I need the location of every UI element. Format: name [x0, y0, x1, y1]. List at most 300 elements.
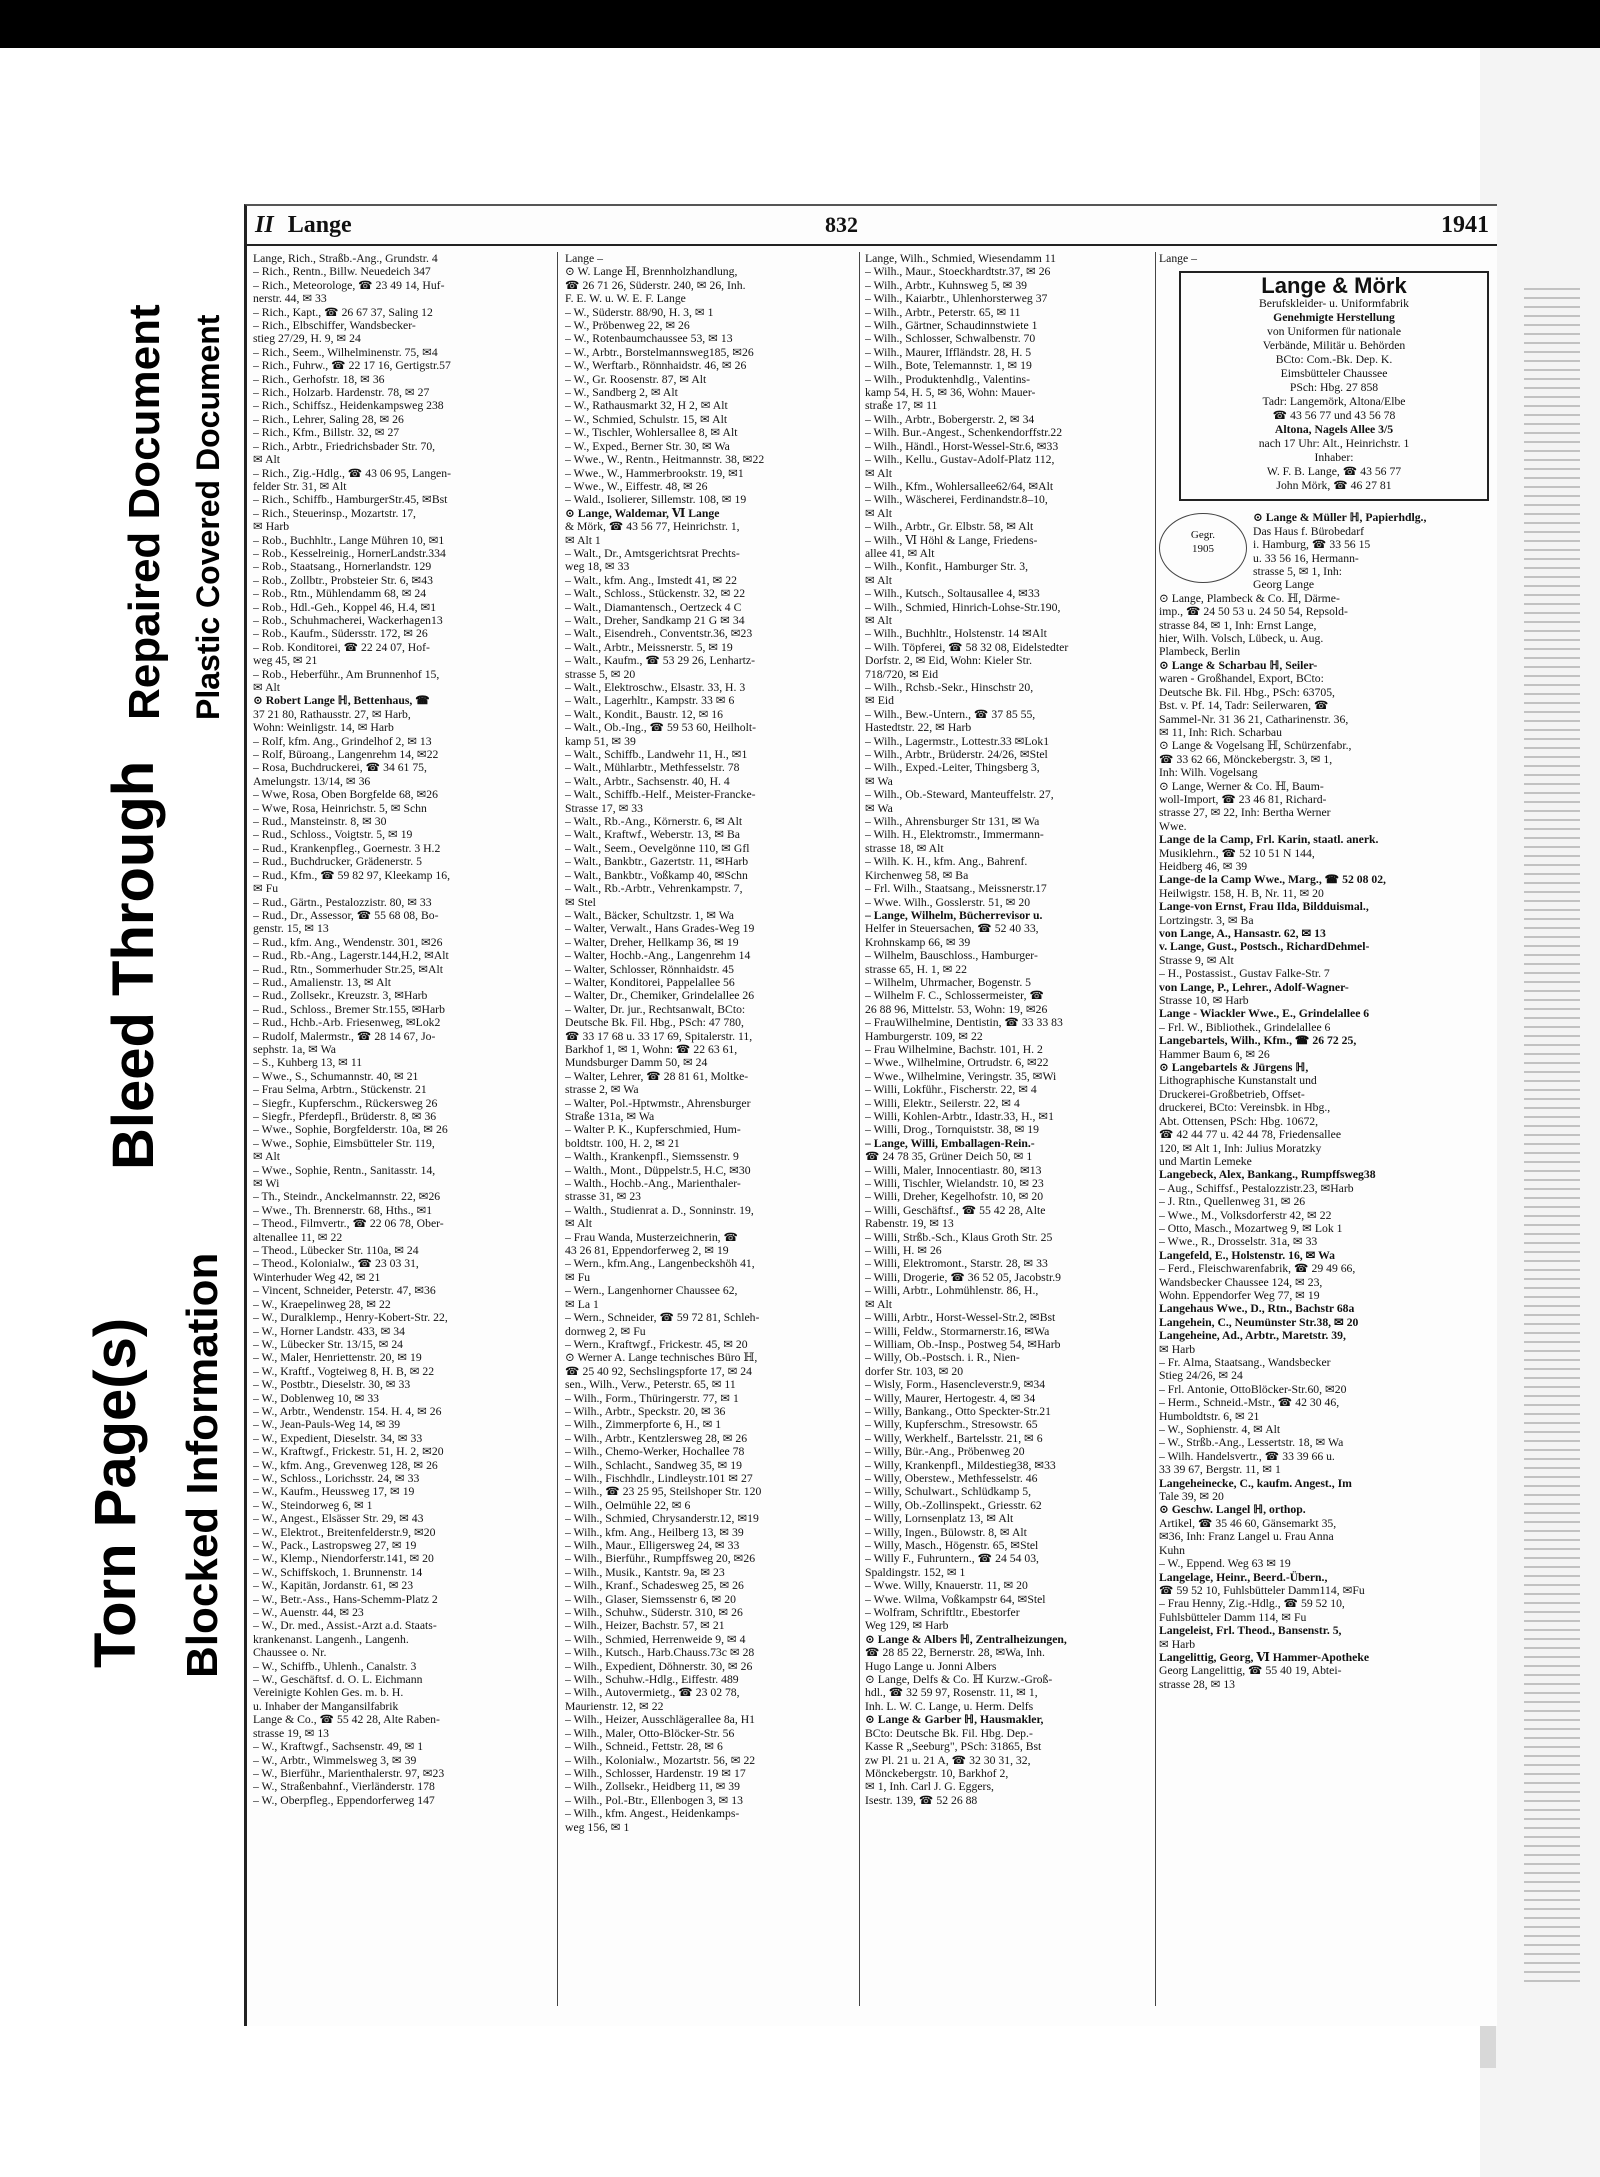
directory-entry-line: Langeheinecke, C., kaufm. Angest., Im: [1159, 1476, 1352, 1490]
directory-entry-line: Lange, Wilh., Schmied, Wiesendamm 11: [865, 252, 1056, 265]
directory-entry-line: – Willi, Drogerie, ☎ 36 52 05, Jacobstr.9: [865, 1270, 1061, 1284]
directory-entry-line: – Walter, Dreher, Hellkamp 36, ✉ 19: [565, 935, 739, 949]
directory-entry-line: ✉ Wi: [253, 1177, 280, 1191]
directory-entry-line: – Wwe., Sophie, Borgfelderstr. 10a, ✉ 26: [253, 1123, 448, 1137]
directory-entry-line: – W., Schloss., Lorichsstr. 24, ✉ 33: [253, 1471, 420, 1485]
directory-entry-line: – Rud., Dr., Assessor, ☎ 55 68 08, Bo-: [253, 908, 439, 922]
directory-entry-line: – Willy, Krankenpfl., Mildestieg38, ✉33: [865, 1458, 1056, 1472]
directory-entry-line: – Willi, Maler, Innocentiastr. 80, ✉13: [865, 1163, 1042, 1177]
directory-entry-line: ✉ 11, Inh: Rich. Scharbau: [1159, 725, 1282, 739]
directory-entry-line: – W., Kaufm., Heussweg 17, ✉ 19: [253, 1485, 415, 1499]
directory-entry-line: – Rich., Fuhrw., ☎ 22 17 16, Gertigstr.57: [253, 359, 451, 373]
directory-entry-line: 718/720, ✉ Eid: [865, 667, 939, 681]
directory-entry-line: – J. Rtn., Quellenweg 31, ✉ 26: [1159, 1195, 1306, 1209]
directory-entry-line: – Wilh., Lagermstr., Lottestr.33 ✉Lok1: [865, 734, 1050, 748]
directory-entry-line: – Willi, Lokführ., Fischerstr. 22, ✉ 4: [865, 1083, 1037, 1097]
directory-entry-line: – Rich., Elbschiffer, Wandsbecker-: [253, 319, 416, 333]
bleed-text-column: [1524, 288, 1580, 1988]
directory-entry-line: ✉ Fu: [565, 1270, 591, 1284]
seal-label: Gegr.: [1190, 529, 1216, 542]
directory-entry-line: – Lange, Wilhelm, Bücherrevisor u.: [865, 908, 1043, 922]
column-4-head: [1159, 252, 1493, 265]
directory-entry-line: – Willi, Feldw., Stormarnerstr.16, ✉Wa: [865, 1324, 1050, 1338]
directory-entry-line: – W., Oberpfleg., Eppendorferweg 147: [253, 1793, 435, 1807]
directory-entry-line: – Wwe., R., Drosselstr. 31a, ✉ 33: [1159, 1235, 1318, 1249]
directory-entry-line: – Walt., Lagerhltr., Kampstr. 33 ✉ 6: [565, 694, 735, 708]
directory-entry-line: – Walt., Bäcker, Schultzstr. 1, ✉ Wa: [565, 908, 734, 922]
directory-entry-line: Lange-de la Camp Wwe., Marg., ☎ 52 08 02,: [1159, 873, 1386, 887]
column-4: [1159, 252, 1493, 2006]
directory-entry-line: ✉ Alt: [253, 1150, 281, 1164]
directory-entry-line: – Wilh., Kfm., Wohlersallee62/64, ✉Alt: [865, 479, 1054, 493]
label-torn-pages: Torn Page(s): [83, 1317, 148, 1668]
directory-entry-line: – Wilh., Schmied, Hinrich-Lohse-Str.190,: [865, 600, 1061, 614]
directory-entry-line: ☎ 59 52 10, Fuhlsbütteler Damm114, ✉Fu: [1159, 1583, 1365, 1597]
directory-entry-line: 120, ✉ Alt 1, Inh: Julius Moratzky: [1159, 1141, 1322, 1155]
directory-entry-line: – Siegfr., Kupferschm., Rückersweg 26: [253, 1096, 438, 1110]
directory-entry-line: – Willy, Masch., Högenstr. 65, ✉Stel: [865, 1539, 1039, 1552]
directory-entry-line: Deutsche Bk. Fil. Hbg., PSch: 63705,: [1159, 685, 1335, 699]
directory-entry-line: boldtstr. 100, H. 2, ✉ 21: [565, 1136, 680, 1150]
directory-entry-line: Inh: Wilh. Vogelsang: [1159, 766, 1258, 780]
directory-entry-line: – Wern., Langenhorner Chaussee 62,: [565, 1284, 738, 1298]
directory-entry-line: – Wilh., Schuhw., Süderstr. 310, ✉ 26: [565, 1606, 743, 1620]
directory-entry-line: ☎ 25 40 92, Sechslingspforte 17, ✉ 24: [565, 1364, 752, 1378]
directory-entry-line: – Wilh. K. H., kfm. Ang., Bahrenf.: [865, 855, 1028, 869]
directory-entry-line: – Rich., Seem., Wilhelminenstr. 75, ✉4: [253, 345, 438, 359]
directory-entry-line: – Walt., Arbtr., Meissnerstr. 5, ✉ 19: [565, 640, 733, 654]
directory-entry-line: nerstr. 44, ✉ 33: [253, 292, 327, 306]
directory-entry-line: – W., Arbtr., Borstelmannsweg185, ✉26: [565, 345, 754, 359]
directory-entry-line: Krohnskamp 66, ✉ 39: [865, 935, 971, 949]
directory-entry-line: – W., Klemp., Niendorferstr.141, ✉ 20: [253, 1552, 434, 1566]
ad-line: ☎ 43 56 77 und 43 56 78: [1272, 409, 1396, 423]
directory-entry-line: v. Lange, Gust., Postsch., RichardDehmel-: [1159, 940, 1370, 954]
directory-entry-line: – Wilh., Ⅵ Höhl & Lange, Friedens-: [865, 533, 1038, 547]
directory-entry-line: ✉ Alt: [865, 1297, 893, 1311]
directory-entry-line: – W., Postbtr., Dieselstr. 30, ✉ 33: [253, 1378, 411, 1392]
directory-entry-line: – Walt., Dr., Amtsgerichtsrat Prechts-: [565, 546, 740, 560]
directory-entry-line: dornweg 2, ✉ Fu: [565, 1324, 646, 1338]
directory-entry-line: – Wwe. Wilh., Gosslerstr. 51, ✉ 20: [865, 895, 1031, 909]
directory-entry-line: – Wwe, Rosa, Oben Borgfelde 68, ✉26: [253, 788, 438, 802]
directory-entry-line: – W., Werftarb., Rönnhaidstr. 46, ✉ 26: [565, 359, 747, 373]
directory-entry-line: – Rud., Buchdrucker, Grädenerstr. 5: [253, 855, 422, 869]
directory-entry-line: – Wilh., kfm. Ang., Heilberg 13, ✉ 39: [565, 1525, 744, 1539]
directory-entry-line: ✉ Alt 1: [565, 533, 601, 547]
directory-entry-line: – Walt., Kaufm., ☎ 53 29 26, Lenhartz-: [565, 654, 755, 668]
directory-entry-line: ⊙ Lange & Albers ℍ, Zentralheizungen,: [865, 1632, 1067, 1646]
directory-entry-line: ✉ Alt: [865, 613, 893, 627]
directory-entry-line: – Wilhelm, Uhrmacher, Bogenstr. 5: [865, 975, 1032, 989]
directory-entry-line: – W., Kraftwgf., Frickestr. 51, H. 2, ✉20: [253, 1445, 444, 1459]
directory-entry-line: – Wilh., Schneid., Fettstr. 28, ✉ 6: [565, 1740, 723, 1754]
directory-entry-line: ⊙ Robert Lange ℍ, Bettenhaus, ☎: [253, 694, 430, 708]
directory-entry-line: – Wwe., Wilhelmine, Veringstr. 35, ✉Wi: [865, 1069, 1057, 1083]
directory-entry-line: Langehaus Wwe., D., Rtn., Bachstr 68a: [1159, 1302, 1355, 1316]
directory-entry-line: – Walt., Diamantensch., Oertzeck 4 C: [565, 600, 742, 614]
directory-entry-line: Hugo Lange u. Jonni Albers: [865, 1659, 997, 1673]
directory-entry-line: – Wern., Kraftwgf., Frickestr. 45, ✉ 20: [565, 1337, 748, 1351]
directory-entry-line: – Walt., Arbtr., Sachsenstr. 40, H. 4: [565, 774, 730, 788]
directory-entry-line: – Wilh., Exped.-Leiter, Thingsberg 3,: [865, 761, 1040, 775]
directory-entry-line: strasse 84, ✉ 1, Inh: Ernst Lange,: [1159, 618, 1317, 632]
directory-entry-line: genstr. 15, ✉ 13: [253, 922, 329, 936]
directory-entry-line: Weg 129, ✉ Harb: [865, 1619, 949, 1633]
directory-entry-line: ☎ 26 71 26, Süderstr. 240, ✉ 26, Inh.: [565, 278, 746, 292]
directory-entry-line: – Walth., Krankenpfl., Siemssenstr. 9: [565, 1150, 739, 1164]
directory-entry-line: – Wwe., Sophie, Eimsbütteler Str. 119,: [253, 1136, 435, 1150]
directory-entry-line: ⊙ Lange & Müller ℍ, Papierhdlg.,: [1253, 511, 1427, 525]
directory-entry-line: Wohn. Eppendorfer Weg 77, ✉ 19: [1159, 1288, 1320, 1302]
directory-entry-line: – Frl. W., Bibliothek., Grindelallee 6: [1159, 1020, 1331, 1034]
directory-entry-line: strasse 31, ✉ 23: [565, 1190, 642, 1204]
directory-entry-line: – Willi, Arbtr., Lohmühlenstr. 86, H.,: [865, 1284, 1039, 1298]
directory-entry-line: – W., Doblenweg 10, ✉ 33: [253, 1391, 380, 1405]
directory-entry-line: dorfer Str. 103, ✉ 20: [865, 1364, 964, 1378]
founding-seal-icon: [1159, 513, 1247, 583]
directory-entry-line: – Walter, Verwalt., Hans Grades-Weg 19: [565, 922, 755, 936]
header-left: [255, 212, 352, 239]
directory-entry-line: – Wilh., Arbtr., Speckstr. 20, ✉ 36: [565, 1404, 726, 1418]
column-rule-1: [557, 252, 558, 2006]
directory-entry-line: – Walter, Lehrer, ☎ 28 81 61, Moltke-: [565, 1069, 749, 1083]
directory-entry-line: u. 33 56 16, Hermann-: [1253, 551, 1359, 565]
directory-entry-line: Winterhuder Weg 42, ✉ 21: [253, 1270, 381, 1284]
directory-entry-line: – Walter, Schlosser, Rönnhaidstr. 45: [565, 962, 734, 976]
directory-entry-line: – Walth., Mont., Düppelstr.5, H.C, ✉30: [565, 1163, 751, 1177]
directory-entry-line: Kirchenweg 58, ✉ Ba: [865, 868, 969, 882]
directory-entry-line: Wohn: Weinligstr. 14, ✉ Harb: [253, 721, 394, 735]
directory-entry-line: – Frau Selma, Arbtrn., Stückenstr. 21: [253, 1083, 427, 1097]
directory-entry-line: – Rud., Zollsekr., Kreuzstr. 3, ✉Harb: [253, 989, 428, 1003]
ad-line: Tadr: Langemörk, Altona/Elbe: [1262, 395, 1406, 409]
directory-entry-line: Druckerei-Großbetrieb, Offset-: [1159, 1087, 1305, 1101]
directory-entry-line: – Wilh., Produktenhdlg., Valentins-: [865, 372, 1030, 386]
directory-entry-line: – Willi, Kohlen-Arbtr., Idastr.33, H., ✉1: [865, 1110, 1054, 1123]
directory-entry-line: Tale 39, ✉ 20: [1159, 1490, 1224, 1504]
directory-entry-line: – Lange, Willi, Emballagen-Rein.-: [865, 1136, 1035, 1150]
directory-entry-line: – Willi, Drog., Tornquiststr. 38, ✉ 19: [865, 1123, 1039, 1137]
directory-entry-line: – Wwe., Wilhelmine, Ortrudstr. 6, ✉22: [865, 1056, 1049, 1070]
directory-entry-line: Kasse R „Seeburg", PSch: 31865, Bst: [865, 1740, 1042, 1754]
directory-entry-line: – Wilh., Buchhltr., Holstenstr. 14 ✉Alt: [865, 627, 1047, 641]
directory-entry-line: – Wwe. Wilma, Voßkampstr 64, ✉Stel: [865, 1592, 1046, 1606]
directory-entry-line: – Wilh., Kutsch., Harb.Chauss.73c ✉ 28: [565, 1646, 755, 1660]
directory-entry-line: – Willy, Kupferschm., Stresowstr. 65: [865, 1418, 1038, 1432]
directory-entry-line: – Frl. Wilh., Staatsang., Meissnerstr.17: [865, 882, 1047, 896]
directory-entry-line: allee 41, ✉ Alt: [865, 546, 935, 560]
directory-entry-line: ⊙ Lange, Delfs & Co. ℍ Kurzw.-Groß-: [865, 1673, 1053, 1687]
directory-entry-line: – Willy, Ob.-Postsch. i. R., Nien-: [865, 1351, 1020, 1365]
page-number: 832: [825, 212, 858, 237]
ad-body: [1187, 297, 1481, 493]
directory-entry-line: – Wilh., Fischhdlr., Lindleystr.101 ✉ 27: [565, 1471, 753, 1485]
column-1: [253, 252, 549, 2006]
ad-line: Verbände, Militär u. Behörden: [1262, 339, 1406, 353]
directory-entry-line: – Wilh. Bur.-Angest., Schenkendorffstr.22: [865, 426, 1063, 440]
label-bleed-through: Bleed Through: [101, 760, 166, 1170]
directory-entry-line: – Rob., Kaufm., Südersstr. 172, ✉ 26: [253, 627, 428, 641]
directory-entry-line: sephstr. 1a, ✉ Wa: [253, 1042, 336, 1056]
directory-entry-line: – Rich., Lehrer, Saling 28, ✉ 26: [253, 412, 404, 426]
directory-entry-line: strasse 5, ✉ 20: [565, 667, 636, 681]
directory-entry-line: – Rich., Zig.-Hdlg., ☎ 43 06 95, Langen-: [253, 466, 451, 480]
directory-entry-line: – Willi, Arbtr., Horst-Wessel-Str.2, ✉Bst: [865, 1311, 1056, 1325]
directory-entry-line: ☎ 33 62 66, Mönckebergstr. 3, ✉ 1,: [1159, 752, 1333, 766]
directory-entry-line: altenallee 11, ✉ 22: [253, 1230, 343, 1244]
directory-entry-line: – W., Kapitän, Jordanstr. 61, ✉ 23: [253, 1579, 414, 1593]
directory-entry-line: – W., Sophienstr. 4, ✉ Alt: [1159, 1423, 1281, 1437]
directory-entry-line: straße 17, ✉ 11: [865, 399, 938, 413]
directory-entry-line: – Willy, Bür.-Ang., Pröbenweg 20: [865, 1445, 1025, 1459]
directory-entry-line: hdl., ☎ 32 59 97, Rosenstr. 11, ✉ 1,: [865, 1686, 1038, 1700]
directory-entry-line: Vereinigte Kohlen Ges. m. b. H.: [253, 1686, 404, 1700]
directory-entry-line: ✉ Harb: [1159, 1342, 1196, 1356]
directory-entry-line: – Willy, Ob.-Zollinspekt., Griesstr. 62: [865, 1498, 1042, 1512]
directory-entry-line: ⊙ Geschw. Langel ℍ, orthop.: [1159, 1503, 1306, 1517]
directory-entry-line: – W., Elektrot., Breitenfelderstr.9, ✉20: [253, 1525, 436, 1539]
directory-entry-line: – W., Strßb.-Ang., Lessertstr. 18, ✉ Wa: [1159, 1436, 1344, 1450]
directory-entry-line: – W., Exped., Berner Str. 30, ✉ Wa: [565, 439, 730, 453]
directory-entry-line: Lithographische Kunstanstalt und: [1159, 1074, 1317, 1088]
directory-entry-line: Langelittig, Georg, Ⅵ Hammer-Apotheke: [1159, 1650, 1370, 1664]
directory-entry-line: – W., Angest., Elsässer Str. 29, ✉ 43: [253, 1512, 424, 1526]
directory-entry-line: – Walt., kfm. Ang., Imstedt 41, ✉ 22: [565, 573, 737, 587]
directory-entry-line: – Walt., Eisendreh., Conventstr.36, ✉23: [565, 627, 753, 641]
label-repaired-document: Repaired Document: [120, 304, 169, 720]
directory-entry-line: – Wisly, Form., Hasencleverstr.9, ✉34: [865, 1378, 1046, 1392]
directory-entry-line: – W., kfm. Ang., Grevenweg 128, ✉ 26: [253, 1458, 438, 1472]
directory-entry-line: – Frau Henny, Zig.-Hdlg., ☎ 59 52 10,: [1159, 1597, 1345, 1611]
directory-entry-line: hier, Wilh. Volsch, Lübeck, u. Aug.: [1159, 632, 1324, 646]
directory-entry-line: – Wilh., Zimmerpforte 6, H., ✉ 1: [565, 1418, 722, 1432]
header-rule: [247, 244, 1497, 246]
directory-entry-line: – Walt., Ob.-Ing., ☎ 59 53 60, Heilholt-: [565, 721, 756, 735]
directory-entry-line: – Wwe. Willy, Knauerstr. 11, ✉ 20: [865, 1579, 1028, 1593]
directory-entry-line: – Willi, Elektr., Seilerstr. 22, ✉ 4: [865, 1096, 1020, 1110]
directory-entry-line: strasse 18, ✉ Alt: [865, 841, 944, 855]
directory-entry-line: – Theod., Filmvertr., ☎ 22 06 78, Ober-: [253, 1217, 444, 1231]
directory-entry-line: Wwe.: [1159, 819, 1187, 833]
ad-line: Inhaber:: [1314, 451, 1354, 465]
directory-entry-line: – FrauWilhelmine, Dentistin, ☎ 33 33 83: [865, 1016, 1063, 1030]
directory-entry-line: – Wilh., Arbtr., Brüderstr. 24/26, ✉Stel: [865, 748, 1048, 762]
directory-entry-line: – W., Horner Landstr. 433, ✉ 34: [253, 1324, 405, 1338]
ad-line: Berufskleider- u. Uniformfabrik: [1258, 297, 1410, 311]
directory-entry-line: – Wilh., Maur., Stoeckhardtstr.37, ✉ 26: [865, 265, 1051, 279]
directory-entry-line: Wandsbecker Chaussee 124, ✉ 23,: [1159, 1275, 1323, 1289]
directory-entry-line: – Willi, Elektromont., Starstr. 28, ✉ 33: [865, 1257, 1048, 1271]
label-blocked-information: Blocked Information: [178, 1252, 227, 1678]
directory-entry-line: – Wilh., Autovermietg., ☎ 23 02 78,: [565, 1686, 740, 1700]
lange-mueller-entry: [1159, 511, 1493, 591]
directory-entry-line: Langeleist, Frl. Theod., Bansenstr. 5,: [1159, 1624, 1342, 1638]
column-rule-3: [1155, 252, 1156, 2006]
directory-entry-line: – W., Süderstr. 88/90, H. 3, ✉ 1: [565, 305, 714, 319]
directory-entry-line: ⊙ Lange & Vogelsang ℍ, Schürzenfabr.,: [1159, 739, 1352, 753]
directory-entry-line: imp., ☎ 24 50 53 u. 24 50 54, Repsold-: [1159, 605, 1348, 619]
directory-entry-line: – Rob., Kesselreinig., HornerLandstr.334: [253, 546, 446, 560]
directory-entry-line: – Willy, Schulwart., Schlüdkamp 5,: [865, 1485, 1032, 1499]
directory-entry-line: – Walt., Seem., Oevelgönne 110, ✉ Gfl: [565, 841, 750, 855]
directory-entry-line: – Rich., Schiffsz., Heidenkampsweg 238: [253, 399, 444, 413]
directory-entry-line: Spaldingstr. 152, ✉ 1: [865, 1565, 966, 1579]
directory-entry-line: weg 45, ✉ 21: [253, 654, 318, 668]
directory-entry-line: – Rich., Arbtr., Friedrichsbader Str. 70,: [253, 439, 436, 453]
directory-entry-line: Hastedtstr. 22, ✉ Harb: [865, 721, 972, 735]
directory-entry-line: – Rob., Zollbtr., Probsteier Str. 6, ✉43: [253, 573, 433, 587]
directory-entry-line: – Theod., Lübecker Str. 110a, ✉ 24: [253, 1244, 419, 1258]
directory-entry-line: – Frau Wilhelmine, Bachstr. 101, H. 2: [865, 1042, 1043, 1056]
directory-entry-line: – Rich., Kfm., Billstr. 32, ✉ 27: [253, 426, 400, 440]
directory-entry-line: – Herm., Schneid.-Mstr., ☎ 42 30 46,: [1159, 1396, 1340, 1410]
directory-entry-line: – Willy, Lornsenplatz 13, ✉ Alt: [865, 1512, 1014, 1526]
directory-entry-line: – W., Rotenbaumchaussee 53, ✉ 13: [565, 332, 733, 346]
directory-entry-line: – Wilh., Schlosser, Schwalbenstr. 70: [865, 332, 1036, 346]
directory-entry-line: ⊙ Lange, Waldemar, Ⅵ Lange: [565, 506, 720, 520]
directory-entry-line: ☎ 33 17 68 u. 33 17 69, Spitalerstr. 11,: [565, 1029, 753, 1043]
directory-entry-line: – W., Kraftf., Vogteiweg 8, H. B, ✉ 22: [253, 1364, 435, 1378]
directory-entry-line: – Rud., Rb.-Ang., Lagerstr.144,H.2, ✉Alt: [253, 949, 449, 963]
directory-entry-line: – Th., Steindr., Anckelmannstr. 22, ✉26: [253, 1190, 441, 1204]
directory-entry-line: – Willi, H. ✉ 26: [865, 1244, 942, 1258]
directory-entry-line: – Rud., Rtn., Sommerhuder Str.25, ✉Alt: [253, 962, 443, 976]
directory-entry-line: ⊙ Lange, Plambeck & Co. ℍ, Därme-: [1159, 591, 1340, 605]
directory-entry-line: Mundsburger Damm 50, ✉ 24: [565, 1056, 708, 1070]
directory-entry-line: – Wilh. Töpferei, ☎ 58 32 08, Eidelstedter: [865, 640, 1069, 654]
directory-entry-line: – Wwe., M., Volksdorferstr 42, ✉ 22: [1159, 1208, 1332, 1222]
directory-entry-line: – Wilh., Glaser, Siemssenstr 6, ✉ 20: [565, 1592, 736, 1606]
directory-entry-line: – Rich., Rentn., Billw. Neuedeich 347: [253, 265, 431, 279]
directory-page: [244, 204, 1497, 2026]
directory-entry-line: – W., Arbtr., Wendenstr. 154. H. 4, ✉ 26: [253, 1404, 442, 1418]
directory-entry-line: – Walt., Bankbtr., Gazertstr. 11, ✉Harb: [565, 855, 749, 869]
directory-entry-line: strasse 19, ✉ 13: [253, 1726, 330, 1740]
directory-entry-line: – Wilh., Bote, Telemannstr. 1, ✉ 19: [865, 359, 1032, 373]
directory-entry-line: – Rud., Hchb.-Arb. Friesenweg, ✉Lok2: [253, 1016, 441, 1030]
directory-entry-line: – Willy, Maurer, Hertogestr. 4, ✉ 34: [865, 1391, 1036, 1405]
directory-entry-line: – Wilh., Heizer, Ausschlägerallee 8a, H1: [565, 1713, 755, 1727]
directory-entry-line: – Walter, Hochb.-Ang., Langenrehm 14: [565, 949, 751, 963]
directory-entry-line: – Wilh., Form., Thüringerstr. 77, ✉ 1: [565, 1391, 739, 1405]
directory-entry-line: von Lange, A., Hansastr. 62, ✉ 13: [1159, 927, 1326, 940]
directory-entry-line: – W., Tischler, Wohlersallee 8, ✉ Alt: [565, 426, 738, 440]
directory-entry-line: Kuhn: [1159, 1543, 1185, 1557]
directory-entry-line: – Rob. Konditorei, ☎ 22 24 07, Hof-: [253, 640, 430, 654]
directory-entry-line: Fuhlsbütteler Damm 114, ✉ Fu: [1159, 1610, 1307, 1624]
directory-entry-line: BCto: Deutsche Bk. Fil. Hbg. Dep.-: [865, 1726, 1033, 1740]
directory-entry-line: – Walt., Schiffb.-Helf., Meister-Francke-: [565, 788, 756, 802]
directory-entry-line: ⊙ Lange & Scharbau ℍ, Seiler-: [1159, 658, 1318, 672]
directory-entry-line: – W., Pack., Lastropsweg 27, ✉ 19: [253, 1539, 417, 1552]
directory-entry-line: Abt. Ottensen, PSch: Hbg. 10672,: [1159, 1114, 1319, 1128]
directory-entry-line: – W., Rathausmarkt 32, H 2, ✉ Alt: [565, 399, 728, 413]
directory-entry-line: 33 39 67, Bergstr. 11, ✉ 1: [1159, 1463, 1281, 1477]
seal-year: 1905: [1192, 543, 1214, 556]
directory-entry-line: – Walter, Pol.-Hptwmstr., Ahrensburger: [565, 1096, 751, 1110]
directory-entry-line: – W., Sandberg 2, ✉ Alt: [565, 386, 678, 400]
directory-entry-line: – Wilh., Maurer, Iffländstr. 28, H. 5: [865, 345, 1032, 359]
directory-entry-line: – W., Bierführ., Marienthalerstr. 97, ✉23: [253, 1766, 445, 1780]
ad-line: Altona, Nagels Allee 3/5: [1274, 423, 1394, 437]
directory-entry-line: – Wilh., Ob.-Steward, Manteuffelstr. 27,: [865, 788, 1054, 802]
directory-entry-line: – Rud., Schloss., Voigtstr. 5, ✉ 19: [253, 828, 413, 842]
directory-entry-line: Chaussee o. Nr.: [253, 1646, 327, 1660]
directory-entry-line: ✉ Harb: [1159, 1637, 1196, 1651]
directory-entry-line: – Wilh., Wäscherei, Ferdinandstr.8–10,: [865, 493, 1048, 507]
directory-entry-line: – W., Eppend. Weg 63 ✉ 19: [1159, 1557, 1291, 1571]
directory-entry-line: Heidberg 46, ✉ 39: [1159, 859, 1248, 873]
directory-entry-line: – W., Duralklemp., Henry-Kobert-Str. 22,: [253, 1311, 448, 1325]
directory-entry-line: – Wilh., Kutsch., Soltausallee 4, ✉33: [865, 587, 1040, 601]
directory-entry-line: – Wilh., Schlosser, Hardenstr. 19 ✉ 17: [565, 1766, 746, 1780]
directory-entry-line: – Walt., Elektroschw., Elsastr. 33, H. 3: [565, 681, 746, 694]
directory-entry-line: strasse 28, ✉ 13: [1159, 1677, 1236, 1691]
directory-entry-line: – Rolf, Büroang., Langenrehm 14, ✉22: [253, 748, 439, 762]
directory-entry-line: – Rich., Meteorologe, ☎ 23 49 14, Huf-: [253, 278, 445, 292]
directory-entry-line: – W., Schmied, Schulstr. 15, ✉ Alt: [565, 412, 728, 426]
directory-entry-line: Deutsche Bk. Fil. Hbg., PSch: 47 780,: [565, 1016, 744, 1030]
directory-entry-line: ⊙ Werner A. Lange technisches Büro ℍ,: [565, 1351, 758, 1365]
directory-entry-line: strasse 5, ✉ 1, Inh:: [1253, 565, 1342, 579]
directory-entry-line: – Wilh., Schlacht., Sandweg 35, ✉ 19: [565, 1458, 742, 1472]
directory-entry-line: – Wilh., Bierführ., Rumpffsweg 20, ✉26: [565, 1552, 756, 1566]
directory-entry-line: Strasse 17, ✉ 33: [565, 801, 643, 815]
ad-line: von Uniformen für nationale: [1266, 325, 1402, 339]
directory-entry-line: felder Str. 31, ✉ Alt: [253, 479, 347, 493]
directory-entry-line: – W., Schiffb., Uhlenh., Canalstr. 3: [253, 1659, 417, 1673]
directory-entry-line: – W., Lübecker Str. 13/15, ✉ 24: [253, 1337, 404, 1351]
directory-entry-line: – Walt., Rb.-Ang., Körnerstr. 6, ✉ Alt: [565, 815, 743, 829]
directory-entry-line: – Willi, Strßb.-Sch., Klaus Groth Str. 25: [865, 1230, 1053, 1244]
label-plastic-covered-document: Plastic Covered Document: [190, 314, 226, 720]
condition-labels: [0, 180, 240, 1780]
directory-entry-line: Bst. v. Pf. 14, Tadr: Seilerwaren, ☎: [1159, 699, 1329, 713]
directory-entry-line: – Rich., Kapt., ☎ 26 67 37, Saling 12: [253, 305, 433, 319]
directory-entry-line: – Wwe., W., Rentn., Heitmannstr. 38, ✉22: [565, 453, 765, 467]
directory-entry-line: – Willi, Dreher, Kegelhofstr. 10, ✉ 20: [865, 1190, 1044, 1204]
directory-entry-line: – Wilh., Maler, Otto-Blöcker-Str. 56: [565, 1726, 735, 1740]
directory-entry-line: – W., Maler, Henriettenstr. 20, ✉ 19: [253, 1351, 422, 1365]
directory-entry-line: – Frau Wanda, Musterzeichnerin, ☎: [565, 1230, 739, 1244]
directory-entry-line: – Wwe., W., Eiffestr. 48, ✉ 26: [565, 479, 708, 493]
directory-entry-line: kamp 51, ✉ 39: [565, 734, 636, 748]
directory-entry-line: ⊙ Lange, Werner & Co. ℍ, Baum-: [1159, 779, 1324, 793]
directory-entry-line: Lange –: [565, 252, 603, 265]
directory-entry-line: Das Haus f. Bürobedarf: [1253, 524, 1364, 538]
ad-line: W. F. B. Lange, ☎ 43 56 77: [1266, 465, 1402, 479]
directory-entry-line: – Wilhelm F. C., Schlossermeister, ☎: [865, 989, 1045, 1003]
directory-entry-line: woll-Import, ☎ 23 46 81, Richard-: [1159, 792, 1327, 806]
directory-entry-line: – Wern., Schneider, ☎ 59 72 81, Schleh-: [565, 1311, 760, 1325]
directory-entry-line: – Wilh., Musik., Kantstr. 9a, ✉ 23: [565, 1565, 725, 1579]
directory-entry-line: – Rudolf, Malermstr., ☎ 28 14 67, Jo-: [253, 1029, 436, 1043]
directory-entry-line: – Wilh., Ahrensburger Str 131, ✉ Wa: [865, 815, 1040, 829]
column-2: [565, 252, 853, 2006]
directory-entry-line: – Willy, Oberstew., Methfesselstr. 46: [865, 1471, 1038, 1485]
directory-entry-line: – Wwe., S., Schumannstr. 40, ✉ 21: [253, 1069, 419, 1083]
directory-entry-line: Heilwigstr. 158, H. B, Nr. 11, ✉ 20: [1159, 886, 1324, 900]
directory-entry-line: Langelage, Heinr., Beerd.-Übern.,: [1159, 1570, 1328, 1584]
directory-entry-line: – Rud., kfm. Ang., Wendenstr. 301, ✉26: [253, 935, 443, 949]
directory-entry-line: ☎ 42 44 77 u. 42 44 78, Friedensallee: [1159, 1128, 1342, 1142]
directory-entry-line: Lange - Wiackler Wwe., E., Grindelallee 6: [1159, 1007, 1370, 1021]
directory-entry-line: – Walt., Dreher, Sandkamp 21 G ✉ 34: [565, 613, 745, 627]
directory-entry-line: – Otto, Masch., Mozartweg 9, ✉ Lok 1: [1159, 1221, 1343, 1235]
directory-entry-line: – W., Expedient, Dieselstr. 34, ✉ 33: [253, 1431, 423, 1445]
directory-entry-line: ⊙ W. Lange ℍ, Brennholzhandlung,: [565, 265, 738, 279]
